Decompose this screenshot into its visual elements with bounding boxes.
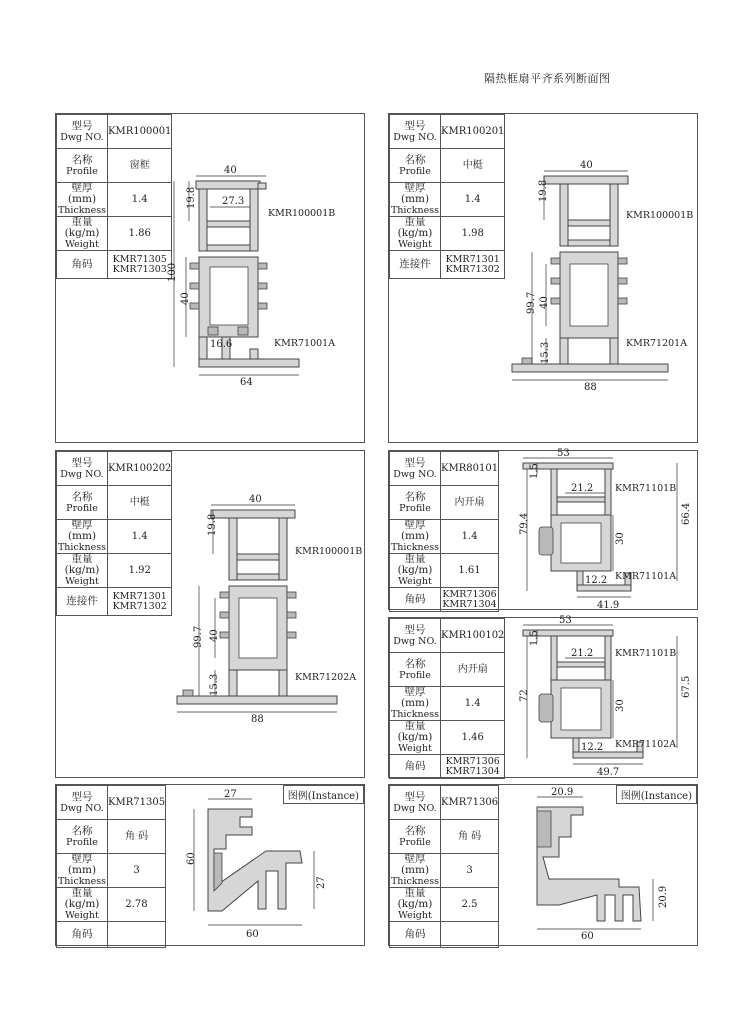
svg-text:40: 40 [180, 292, 191, 305]
svg-text:27.3: 27.3 [222, 196, 245, 207]
spec-table: 型号 Dwg NO. KMR80101 名称 Profile 内开扇 壁厚 (mm) Thickness 1.4 重量 (kg/m) Weight 1.61 角码 KMR71306 KMR71304 [389, 451, 499, 612]
svg-text:1.5: 1.5 [529, 463, 540, 479]
svg-text:20.9: 20.9 [551, 787, 574, 798]
spec-table: 型号 Dwg NO. KMR100001 名称 Profile 窗框 壁厚 (mm) Thickness 1.4 重量 (kg/m) Weight 1.86 角码 KMR71305 KMR71303 [56, 114, 172, 279]
spec-table: 型号 Dwg NO. KMR71306 名称 Profile 角 码 壁厚 (mm) Thickness 3 重量 (kg/m) Weight 2.5 角码 [389, 785, 499, 948]
svg-text:49.7: 49.7 [597, 767, 620, 778]
profile-panel-kmr100102 [388, 617, 698, 778]
svg-text:20.9: 20.9 [658, 885, 669, 908]
svg-text:21.2: 21.2 [571, 648, 594, 659]
profile-panel-kmr100201 [388, 113, 698, 443]
svg-text:27: 27 [224, 789, 237, 800]
svg-text:53: 53 [557, 448, 570, 459]
svg-text:12.2: 12.2 [585, 575, 608, 586]
svg-text:40: 40 [249, 494, 262, 505]
svg-text:40: 40 [209, 629, 220, 642]
svg-text:40: 40 [224, 165, 237, 176]
svg-text:27: 27 [316, 876, 327, 889]
svg-text:67.5: 67.5 [681, 675, 692, 698]
spec-table: 型号 Dwg NO. KMR100202 名称 Profile 中梃 壁厚 (mm) Thickness 1.4 重量 (kg/m) Weight 1.92 连接件 KMR71301 KMR71302 [56, 451, 172, 616]
spec-table: 型号 Dwg NO. KMR100102 名称 Profile 内开扇 壁厚 (mm) Thickness 1.4 重量 (kg/m) Weight 1.46 角码 KMR71306 KMR71304 [389, 618, 505, 779]
profile-panel-kmr100001 [55, 113, 365, 443]
svg-text:KMR71101A: KMR71101A [615, 571, 677, 582]
svg-text:99.7: 99.7 [193, 625, 204, 648]
svg-text:60: 60 [246, 929, 259, 940]
svg-text:100: 100 [167, 262, 178, 282]
section-drawing [507, 787, 697, 943]
instance-label: 图例(Instance) [616, 785, 697, 804]
page-title: 隔热框扇平齐系列断面图 [484, 72, 611, 85]
svg-text:66.4: 66.4 [681, 502, 692, 525]
svg-text:KMR71201A: KMR71201A [626, 338, 688, 349]
section-drawing [171, 496, 361, 726]
svg-text:60: 60 [186, 852, 197, 865]
svg-text:99.7: 99.7 [526, 291, 537, 314]
section-drawing [166, 159, 366, 389]
instance-label: 图例(Instance) [283, 785, 364, 804]
svg-text:88: 88 [584, 382, 597, 393]
svg-text:40: 40 [580, 160, 593, 171]
svg-text:15.3: 15.3 [209, 673, 220, 696]
spec-table: 型号 Dwg NO. KMR71305 名称 Profile 角 码 壁厚 (mm) Thickness 3 重量 (kg/m) Weight 2.78 角码 [56, 785, 166, 948]
svg-text:40: 40 [539, 296, 550, 309]
profile-panel-kmr100202 [55, 450, 365, 778]
svg-text:1.5: 1.5 [529, 630, 540, 646]
svg-text:KMR100001B: KMR100001B [626, 210, 694, 221]
svg-text:88: 88 [251, 714, 264, 725]
dwg-value: KMR100001 [108, 115, 172, 149]
svg-text:19.8: 19.8 [207, 513, 218, 536]
svg-text:72: 72 [519, 689, 530, 702]
spec-table: 型号 Dwg NO. KMR100201 名称 Profile 中梃 壁厚 (mm) Thickness 1.4 重量 (kg/m) Weight 1.98 连接件 KMR71301 KMR71302 [389, 114, 505, 279]
svg-text:16.6: 16.6 [210, 339, 233, 350]
svg-text:KMR71101B: KMR71101B [615, 648, 677, 659]
corner-panel-kmr71306 [388, 784, 698, 946]
svg-text:21.2: 21.2 [571, 483, 594, 494]
svg-text:15.3: 15.3 [540, 341, 551, 364]
section-drawing [501, 448, 696, 611]
svg-text:KMR71101B: KMR71101B [615, 483, 677, 494]
section-drawing [504, 160, 694, 394]
corner-panel-kmr71305 [55, 784, 365, 946]
svg-text:41.9: 41.9 [597, 600, 620, 611]
svg-text:KMR71202A: KMR71202A [295, 672, 357, 683]
svg-text:53: 53 [559, 615, 572, 626]
svg-text:KMR100001B: KMR100001B [268, 208, 336, 219]
section-drawing [501, 615, 696, 778]
svg-text:30: 30 [615, 699, 626, 712]
svg-text:12.2: 12.2 [581, 742, 604, 753]
svg-text:19.8: 19.8 [186, 186, 197, 209]
profile-panel-kmr80101 [388, 450, 698, 610]
svg-text:KMR100001B: KMR100001B [295, 546, 363, 557]
svg-text:KMR71102A: KMR71102A [615, 739, 677, 750]
svg-text:64: 64 [240, 377, 253, 388]
section-drawing [174, 787, 364, 943]
svg-text:79.4: 79.4 [519, 512, 530, 535]
svg-text:30: 30 [615, 532, 626, 545]
svg-text:KMR71001A: KMR71001A [274, 338, 336, 349]
svg-text:60: 60 [581, 931, 594, 942]
svg-text:19.8: 19.8 [538, 179, 549, 202]
